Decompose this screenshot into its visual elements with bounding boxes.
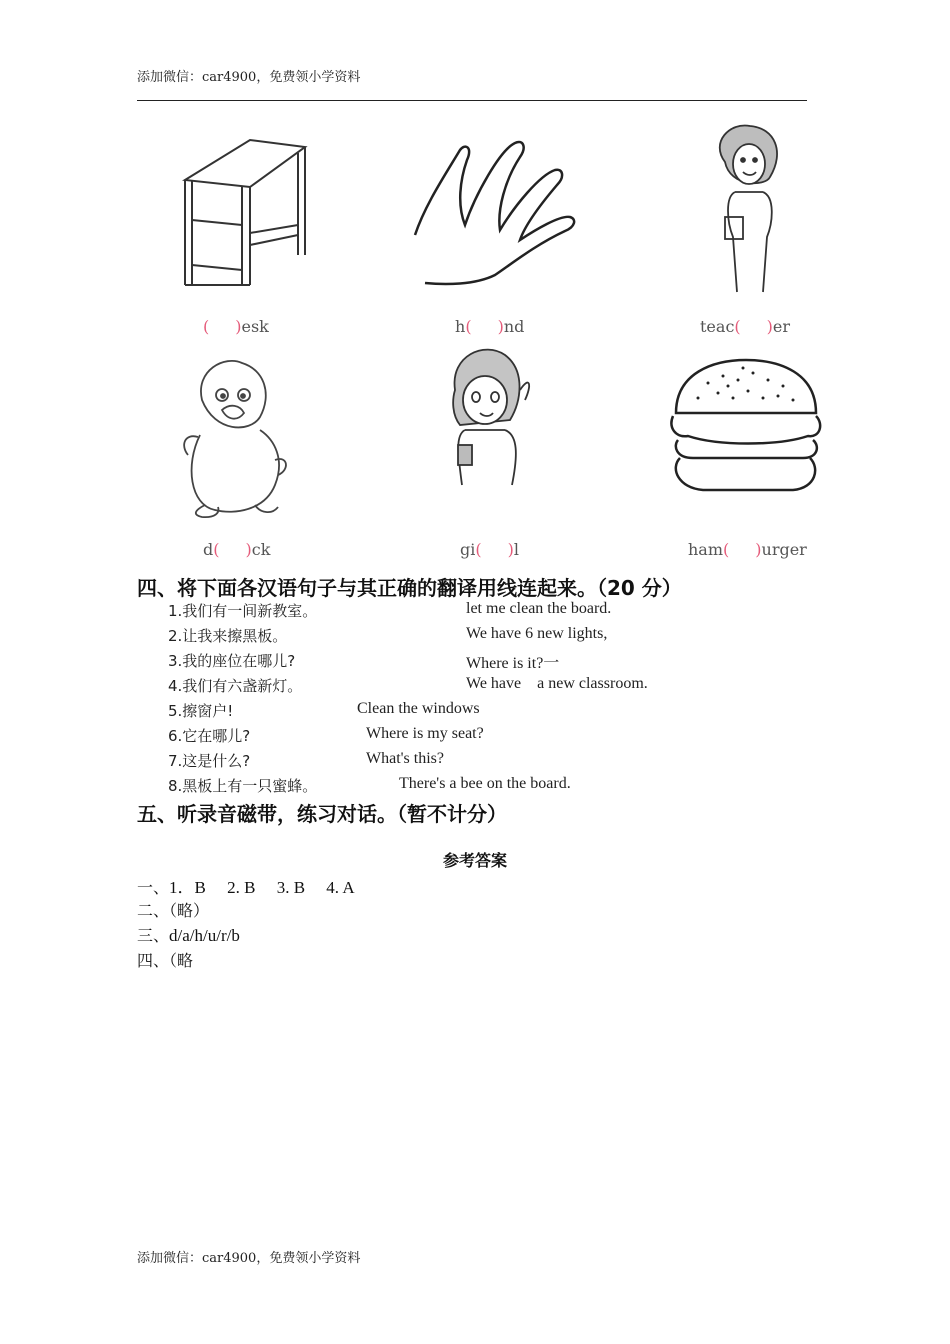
match-en-3: Where is it?一 xyxy=(466,655,560,672)
answers-title: 参考答案 xyxy=(442,851,507,870)
teacher-icon xyxy=(705,122,795,297)
match-en-2: We have 6 new lights, xyxy=(466,625,608,642)
page-header: 添加微信：car4900，免费领小学资料 xyxy=(137,70,361,85)
answer-line-1: 一、1．B 2. B 3. B 4. A xyxy=(137,878,355,897)
match-en-7: What's this? xyxy=(366,750,444,767)
match-en-8: There's a bee on the board. xyxy=(399,775,571,792)
match-en-6: Where is my seat? xyxy=(366,725,484,742)
girl-icon xyxy=(440,345,535,490)
match-zh-5: 5.擦窗户! xyxy=(168,702,234,720)
match-zh-2: 2.让我来擦黑板。 xyxy=(168,627,288,645)
match-en-1: let me clean the board. xyxy=(466,600,612,617)
match-zh-3: 3.我的座位在哪儿? xyxy=(168,652,296,670)
match-zh-7: 7.这是什么? xyxy=(168,752,251,770)
hand-icon xyxy=(405,135,585,295)
caption-teacher: teac( )er xyxy=(700,317,791,336)
desk-icon xyxy=(180,135,310,295)
header-divider xyxy=(137,100,807,101)
match-zh-6: 6.它在哪儿? xyxy=(168,727,251,745)
caption-duck: d( )ck xyxy=(203,540,271,559)
caption-hand: h( )nd xyxy=(455,317,525,336)
answer-line-2: 二、（略） xyxy=(137,901,210,920)
section5-title: 五、听录音磁带，练习对话。（暂不计分） xyxy=(137,802,507,826)
match-zh-8: 8.黑板上有一只蜜蜂。 xyxy=(168,777,318,795)
caption-girl: gi( )l xyxy=(460,540,519,559)
page-footer: 添加微信：car4900，免费领小学资料 xyxy=(137,1251,361,1266)
answer-line-4: 四、（略 xyxy=(137,951,194,970)
match-zh-1: 1.我们有一间新教室。 xyxy=(168,602,318,620)
match-zh-4: 4.我们有六盏新灯。 xyxy=(168,677,303,695)
hamburger-icon xyxy=(668,358,823,498)
match-en-4: We have a new classroom. xyxy=(466,675,648,692)
answer-line-3: 三、d/a/h/u/r/b xyxy=(137,926,240,945)
caption-desk: ( )esk xyxy=(203,317,269,336)
caption-hamburger: ham( )urger xyxy=(688,540,807,559)
duck-icon xyxy=(180,355,290,520)
match-en-5: Clean the windows xyxy=(357,700,480,717)
section4-title: 四、将下面各汉语句子与其正确的翻译用线连起来。（20 分） xyxy=(137,576,682,600)
